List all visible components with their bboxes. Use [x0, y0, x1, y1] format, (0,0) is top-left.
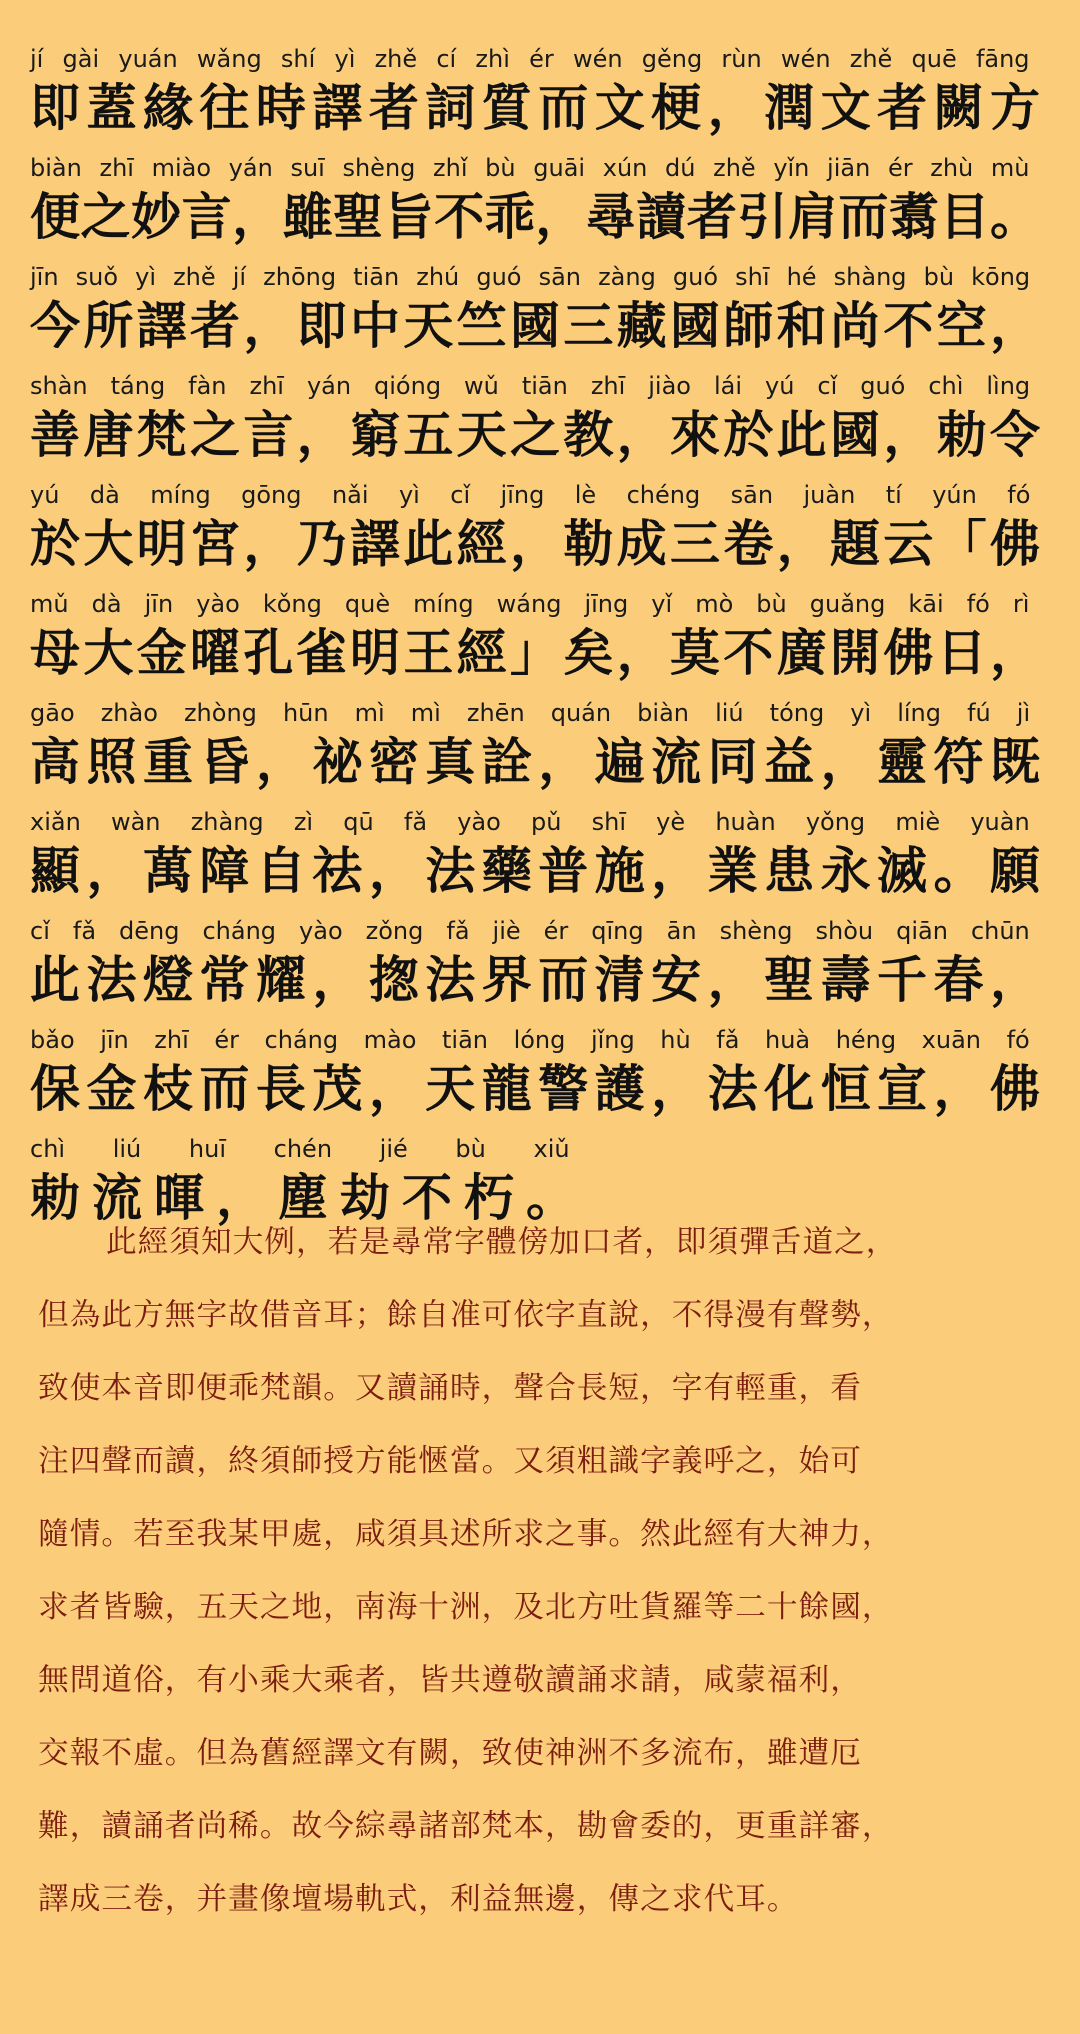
- pinyin-syllable: fú: [967, 699, 991, 727]
- pinyin-syllable: fó: [1007, 481, 1031, 509]
- pinyin-syllable: wén: [572, 45, 623, 73]
- pinyin-syllable: yán: [228, 154, 273, 182]
- pinyin-syllable: guó: [672, 263, 719, 291]
- pinyin-syllable: jí: [30, 45, 44, 73]
- pinyin-syllable: hūn: [282, 699, 329, 727]
- pinyin-syllable: cǐ: [450, 481, 471, 509]
- pinyin-syllable: shī: [735, 263, 770, 291]
- pinyin-syllable: jiè: [492, 917, 521, 945]
- pinyin-syllable: ér: [214, 1026, 239, 1054]
- hanzi-row: 高照重昏，祕密真詮，遍流同益，靈符既: [30, 733, 1047, 791]
- pinyin-syllable: yào: [299, 917, 343, 945]
- hanzi-row: 母大金曜孔雀明王經」矣，莫不廣開佛日，: [30, 624, 1044, 682]
- pinyin-syllable: bù: [923, 263, 955, 291]
- pinyin-row: [30, 40, 1030, 78]
- pinyin-syllable: táng: [110, 372, 166, 400]
- note-line: 致使本音即便乖梵韻。又讀誦時，聲合長短，字有輕重，看: [38, 1371, 862, 1406]
- pinyin-syllable: mò: [695, 590, 734, 618]
- note-line: 交報不虛。但為舊經譯文有闕，致使神洲不多流布，雖遭厄: [38, 1736, 862, 1771]
- pinyin-syllable: bù: [455, 1135, 486, 1163]
- pinyin-syllable: yú: [30, 481, 60, 509]
- pinyin-syllable: lái: [713, 372, 743, 400]
- pinyin-syllable: kōng: [971, 263, 1031, 291]
- pinyin-syllable: zhǐ: [433, 154, 468, 182]
- pinyin-syllable: lìng: [986, 372, 1031, 400]
- pinyin-syllable: wǔ: [464, 372, 499, 400]
- pinyin-syllable: zhī: [249, 372, 284, 400]
- note-line: 注四聲而讀，終須師授方能愜當。又須粗識字義呼之，始可: [38, 1444, 862, 1479]
- pinyin-syllable: yú: [764, 372, 795, 400]
- pinyin-syllable: yuán: [118, 45, 178, 73]
- pinyin-syllable: qióng: [374, 372, 442, 400]
- pinyin-syllable: biàn: [637, 699, 689, 727]
- verse-line: [30, 912, 1060, 1021]
- pinyin-syllable: sān: [730, 481, 774, 509]
- pinyin-syllable: miào: [151, 154, 212, 182]
- pinyin-syllable: yào: [457, 808, 501, 836]
- pinyin-syllable: mǔ: [30, 590, 69, 618]
- pinyin-syllable: dà: [91, 590, 122, 618]
- pinyin-syllable: quē: [911, 45, 957, 73]
- pinyin-syllable: chì: [30, 1135, 66, 1163]
- verse-line: [30, 585, 1060, 694]
- pinyin-syllable: tí: [885, 481, 902, 509]
- pinyin-syllable: mù: [990, 154, 1030, 182]
- pinyin-syllable: wǎng: [196, 45, 262, 73]
- hanzi-row: 保金枝而長茂，天龍警護，法化恒宣，佛: [30, 1060, 1047, 1118]
- pinyin-syllable: jì: [1016, 699, 1031, 727]
- pinyin-syllable: juàn: [803, 481, 856, 509]
- pinyin-syllable: guāi: [533, 154, 586, 182]
- pinyin-row: [30, 803, 1030, 841]
- pinyin-syllable: ér: [887, 154, 913, 182]
- pinyin-syllable: yì: [334, 45, 356, 73]
- pinyin-syllable: shèng: [342, 154, 416, 182]
- note-line: 此經須知大例，若是尋常字體傍加口者，即須彈舌道之，: [106, 1225, 898, 1260]
- pinyin-syllable: xiǎn: [30, 808, 81, 836]
- pinyin-syllable: fó: [1006, 1026, 1030, 1054]
- pinyin-syllable: zhě: [374, 45, 418, 73]
- pinyin-syllable: wén: [780, 45, 831, 73]
- hanzi-row: 便之妙言，雖聖旨不乖，尋讀者引肩而翥目。: [30, 188, 1041, 246]
- pinyin-syllable: bù: [756, 590, 787, 618]
- pinyin-syllable: qū: [343, 808, 374, 836]
- pinyin-syllable: yì: [398, 481, 420, 509]
- verse-block: [30, 40, 1060, 1239]
- verse-line: [30, 1021, 1060, 1130]
- pinyin-syllable: chūn: [970, 917, 1030, 945]
- pinyin-syllable: ér: [529, 45, 554, 73]
- pinyin-row: [30, 367, 1030, 405]
- pinyin-syllable: zhòng: [183, 699, 257, 727]
- pinyin-syllable: fāng: [975, 45, 1030, 73]
- note-line: 無問道俗，有小乘大乘者，皆共遵敬讀誦求請，咸蒙福利，: [38, 1663, 862, 1698]
- pinyin-syllable: jǐng: [590, 1026, 635, 1054]
- pinyin-syllable: kāi: [908, 590, 944, 618]
- note-line: 但為此方無字故借音耳；餘自准可依字直說，不得漫有聲勢，: [38, 1298, 894, 1333]
- pinyin-syllable: guǎng: [809, 590, 886, 618]
- note-line: 難，讀誦者尚稀。故今綜尋諸部梵本，勘會委的，更重詳審，: [38, 1809, 894, 1844]
- pinyin-syllable: yì: [135, 263, 156, 291]
- pinyin-syllable: yuàn: [970, 808, 1030, 836]
- pinyin-syllable: gōng: [241, 481, 302, 509]
- pinyin-syllable: zhī: [590, 372, 626, 400]
- pinyin-syllable: miè: [895, 808, 941, 836]
- pinyin-syllable: zhě: [849, 45, 893, 73]
- pinyin-syllable: gāo: [30, 699, 75, 727]
- verse-line: [30, 149, 1060, 258]
- pinyin-syllable: jiān: [827, 154, 871, 182]
- pinyin-syllable: fǎ: [403, 808, 428, 836]
- pinyin-syllable: xiǔ: [533, 1135, 570, 1163]
- pinyin-syllable: míng: [413, 590, 474, 618]
- pinyin-syllable: què: [344, 590, 391, 618]
- pinyin-syllable: huī: [188, 1135, 226, 1163]
- pinyin-syllable: fó: [966, 590, 990, 618]
- pinyin-row: [30, 149, 1030, 187]
- pinyin-syllable: wáng: [496, 590, 562, 618]
- verse-line: [30, 803, 1060, 912]
- pinyin-syllable: dēng: [119, 917, 180, 945]
- pinyin-syllable: bǎo: [30, 1026, 75, 1054]
- pinyin-syllable: tiān: [353, 263, 400, 291]
- pinyin-syllable: gài: [62, 45, 100, 73]
- pinyin-syllable: dú: [665, 154, 696, 182]
- pinyin-syllable: jīn: [100, 1026, 129, 1054]
- pinyin-row: [30, 585, 1029, 623]
- pinyin-syllable: shòu: [815, 917, 874, 945]
- verse-line: [30, 476, 1060, 585]
- pinyin-syllable: zhú: [416, 263, 460, 291]
- pinyin-syllable: xún: [602, 154, 648, 182]
- pinyin-syllable: bù: [485, 154, 516, 182]
- pinyin-syllable: yào: [196, 590, 240, 618]
- pinyin-syllable: shí: [280, 45, 316, 73]
- pinyin-syllable: qiān: [896, 917, 948, 945]
- pinyin-syllable: mì: [354, 699, 385, 727]
- pinyin-syllable: yún: [932, 481, 977, 509]
- pinyin-syllable: rùn: [721, 45, 762, 73]
- pinyin-syllable: ér: [543, 917, 569, 945]
- pinyin-syllable: zhě: [173, 263, 216, 291]
- pinyin-syllable: yì: [850, 699, 872, 727]
- verse-line: [30, 40, 1060, 149]
- pinyin-syllable: dà: [89, 481, 120, 509]
- pinyin-syllable: jīn: [144, 590, 174, 618]
- hanzi-row: 此法燈常耀，揔法界而清安，聖壽千春，: [30, 951, 1047, 1009]
- pinyin-syllable: tiān: [442, 1026, 489, 1054]
- pinyin-syllable: cǐ: [817, 372, 838, 400]
- pinyin-syllable: zhào: [100, 699, 158, 727]
- verse-line: [30, 258, 1060, 367]
- pinyin-syllable: tóng: [769, 699, 825, 727]
- pinyin-syllable: zhàng: [190, 808, 264, 836]
- usage-note: [38, 1206, 1048, 1936]
- pinyin-row: [30, 1021, 1030, 1059]
- pinyin-syllable: fàn: [188, 372, 227, 400]
- pinyin-syllable: zhōng: [263, 263, 337, 291]
- pinyin-syllable: líng: [897, 699, 941, 727]
- pinyin-syllable: fǎ: [446, 917, 470, 945]
- pinyin-syllable: chén: [273, 1135, 333, 1163]
- pinyin-syllable: zhī: [99, 154, 134, 182]
- pinyin-syllable: liú: [112, 1135, 142, 1163]
- pinyin-syllable: guó: [860, 372, 906, 400]
- pinyin-syllable: jiào: [648, 372, 691, 400]
- pinyin-syllable: mì: [410, 699, 441, 727]
- pinyin-syllable: zǒng: [365, 917, 424, 945]
- pinyin-syllable: zì: [293, 808, 314, 836]
- pinyin-syllable: wàn: [110, 808, 161, 836]
- pinyin-syllable: mào: [363, 1026, 417, 1054]
- pinyin-syllable: huàn: [715, 808, 776, 836]
- pinyin-syllable: jié: [379, 1135, 408, 1163]
- pinyin-syllable: pǔ: [530, 808, 562, 836]
- pinyin-syllable: suī: [290, 154, 325, 182]
- hanzi-row: 勅流暉，塵劫不朽。: [30, 1169, 588, 1227]
- pinyin-syllable: zàng: [598, 263, 656, 291]
- pinyin-syllable: zhù: [930, 154, 974, 182]
- note-line: 求者皆驗，五天之地，南海十洲，及北方吐貨羅等二十餘國，: [38, 1590, 894, 1625]
- pinyin-syllable: yán: [306, 372, 352, 400]
- pinyin-syllable: qīng: [591, 917, 644, 945]
- pinyin-syllable: hé: [786, 263, 817, 291]
- hanzi-row: 於大明宮，乃譯此經，勒成三卷，題云「佛: [30, 515, 1044, 573]
- pinyin-syllable: nǎi: [331, 481, 369, 509]
- hanzi-row: 即蓋緣往時譯者詞質而文梗，潤文者闕方: [30, 79, 1047, 137]
- note-line: 隨情。若至我某甲處，咸須具述所求之事。然此經有大神力，: [38, 1517, 894, 1552]
- pinyin-syllable: cǐ: [30, 917, 50, 945]
- pinyin-syllable: jīng: [500, 481, 545, 509]
- pinyin-syllable: zhě: [713, 154, 756, 182]
- pinyin-syllable: chéng: [626, 481, 701, 509]
- pinyin-row: [30, 258, 1030, 296]
- pinyin-syllable: yǐ: [651, 590, 673, 618]
- pinyin-syllable: cháng: [202, 917, 277, 945]
- pinyin-syllable: ān: [666, 917, 697, 945]
- pinyin-syllable: fǎ: [72, 917, 97, 945]
- pinyin-syllable: fǎ: [716, 1026, 740, 1054]
- pinyin-row: [30, 1130, 570, 1168]
- pinyin-syllable: jīng: [584, 590, 629, 618]
- pinyin-row: [30, 694, 1030, 732]
- hanzi-row: 善唐梵之言，窮五天之教，來於此國，勅令: [30, 406, 1044, 464]
- pinyin-syllable: shàng: [833, 263, 907, 291]
- pinyin-syllable: guó: [476, 263, 522, 291]
- pinyin-syllable: sān: [538, 263, 581, 291]
- pinyin-syllable: cháng: [264, 1026, 339, 1054]
- pinyin-syllable: zhī: [154, 1026, 189, 1054]
- pinyin-syllable: hù: [660, 1026, 691, 1054]
- hanzi-row: 顯，萬障自祛，法藥普施，業患永滅。願: [30, 842, 1047, 900]
- pinyin-syllable: yè: [656, 808, 686, 836]
- pinyin-syllable: quán: [550, 699, 612, 727]
- hanzi-row: 今所譯者，即中天竺國三藏國師和尚不空，: [30, 297, 1044, 355]
- pinyin-syllable: jí: [232, 263, 247, 291]
- pinyin-syllable: biàn: [30, 154, 82, 182]
- pinyin-row: [30, 912, 1030, 950]
- pinyin-syllable: jīn: [30, 263, 59, 291]
- pinyin-syllable: tiān: [521, 372, 568, 400]
- pinyin-syllable: shī: [591, 808, 626, 836]
- pinyin-syllable: gěng: [641, 45, 703, 73]
- pinyin-syllable: suǒ: [75, 263, 119, 291]
- pinyin-syllable: zhì: [475, 45, 510, 73]
- pinyin-row: [30, 476, 1030, 514]
- pinyin-syllable: shàn: [30, 372, 88, 400]
- pinyin-syllable: huà: [764, 1026, 811, 1054]
- pinyin-syllable: rì: [1012, 590, 1030, 618]
- pinyin-syllable: yǐn: [773, 154, 810, 182]
- pinyin-syllable: héng: [835, 1026, 897, 1054]
- pinyin-syllable: yǒng: [805, 808, 866, 836]
- pinyin-syllable: kǒng: [262, 590, 322, 618]
- note-line: 譯成三卷，并畫像壇場軌式，利益無邊，傳之求代耳。: [38, 1882, 799, 1917]
- verse-line: [30, 694, 1060, 803]
- pinyin-syllable: xuān: [921, 1026, 982, 1054]
- pinyin-syllable: liú: [715, 699, 744, 727]
- pinyin-syllable: chì: [928, 372, 964, 400]
- verse-line: [30, 367, 1060, 476]
- pinyin-syllable: zhēn: [466, 699, 525, 727]
- pinyin-syllable: cí: [436, 45, 457, 73]
- pinyin-syllable: shèng: [719, 917, 793, 945]
- pinyin-syllable: míng: [150, 481, 211, 509]
- pinyin-syllable: lóng: [513, 1026, 566, 1054]
- pinyin-syllable: lè: [574, 481, 597, 509]
